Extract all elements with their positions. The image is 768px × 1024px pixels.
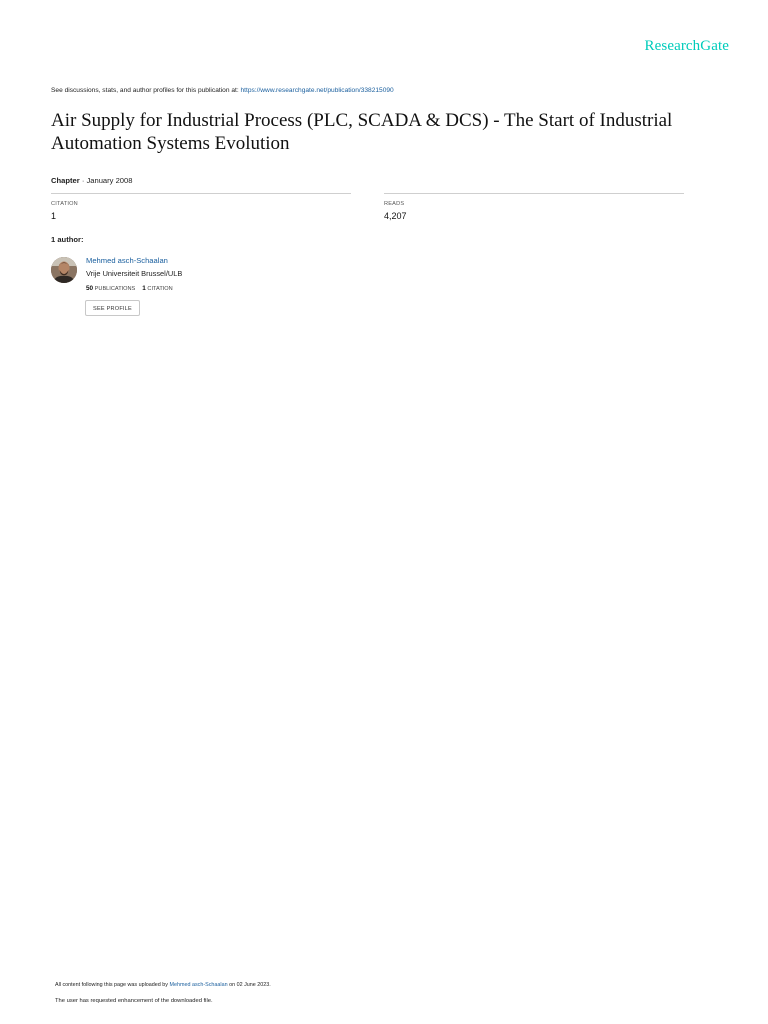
- see-profile-button[interactable]: SEE PROFILE: [85, 300, 140, 316]
- discussion-line: [51, 87, 394, 94]
- author-avatar[interactable]: [51, 257, 77, 283]
- researchgate-logo[interactable]: ResearchGate: [644, 38, 729, 54]
- publication-type: Chapter: [51, 176, 80, 185]
- meta-separator: ·: [79, 176, 87, 185]
- citation-label: CITATION: [51, 201, 78, 207]
- author-citations-count: 1: [142, 285, 146, 292]
- person-photo-icon: [51, 257, 77, 283]
- publication-url-link[interactable]: https://www.researchgate.net/publication/338215090: [240, 87, 394, 94]
- divider-left: [51, 193, 351, 194]
- publication-title: Air Supply for Industrial Process (PLC, SCADA & DCS) - The Start of Industrial Automation Systems Evolution: [51, 110, 673, 154]
- author-publications-label: PUBLICATIONS: [94, 286, 136, 292]
- author-name-link[interactable]: Mehmed asch-Schaalan: [86, 256, 168, 265]
- divider-right: [384, 193, 684, 194]
- publication-meta: [51, 176, 132, 185]
- author-stats: [86, 285, 173, 292]
- citation-count: 1: [51, 211, 57, 221]
- author-citations-label: CITATION: [147, 286, 173, 292]
- enhancement-note: The user has requested enhancement of the downloaded file.: [55, 998, 213, 1004]
- authors-heading: 1 author:: [51, 235, 84, 244]
- reads-label: READS: [384, 201, 405, 207]
- publication-date: January 2008: [86, 176, 133, 185]
- author-publications-count: 50: [86, 285, 94, 292]
- author-institution: Vrije Universiteit Brussel/ULB: [86, 269, 183, 278]
- reads-count: 4,207: [384, 211, 407, 221]
- upload-prefix: All content following this page was uploaded by: [55, 982, 170, 988]
- upload-notice: [55, 982, 271, 988]
- discussion-prefix: See discussions, stats, and author profiles for this publication at:: [51, 87, 241, 94]
- upload-suffix: on 02 June 2023.: [227, 982, 271, 988]
- uploader-link[interactable]: Mehmed asch-Schaalan: [169, 982, 228, 988]
